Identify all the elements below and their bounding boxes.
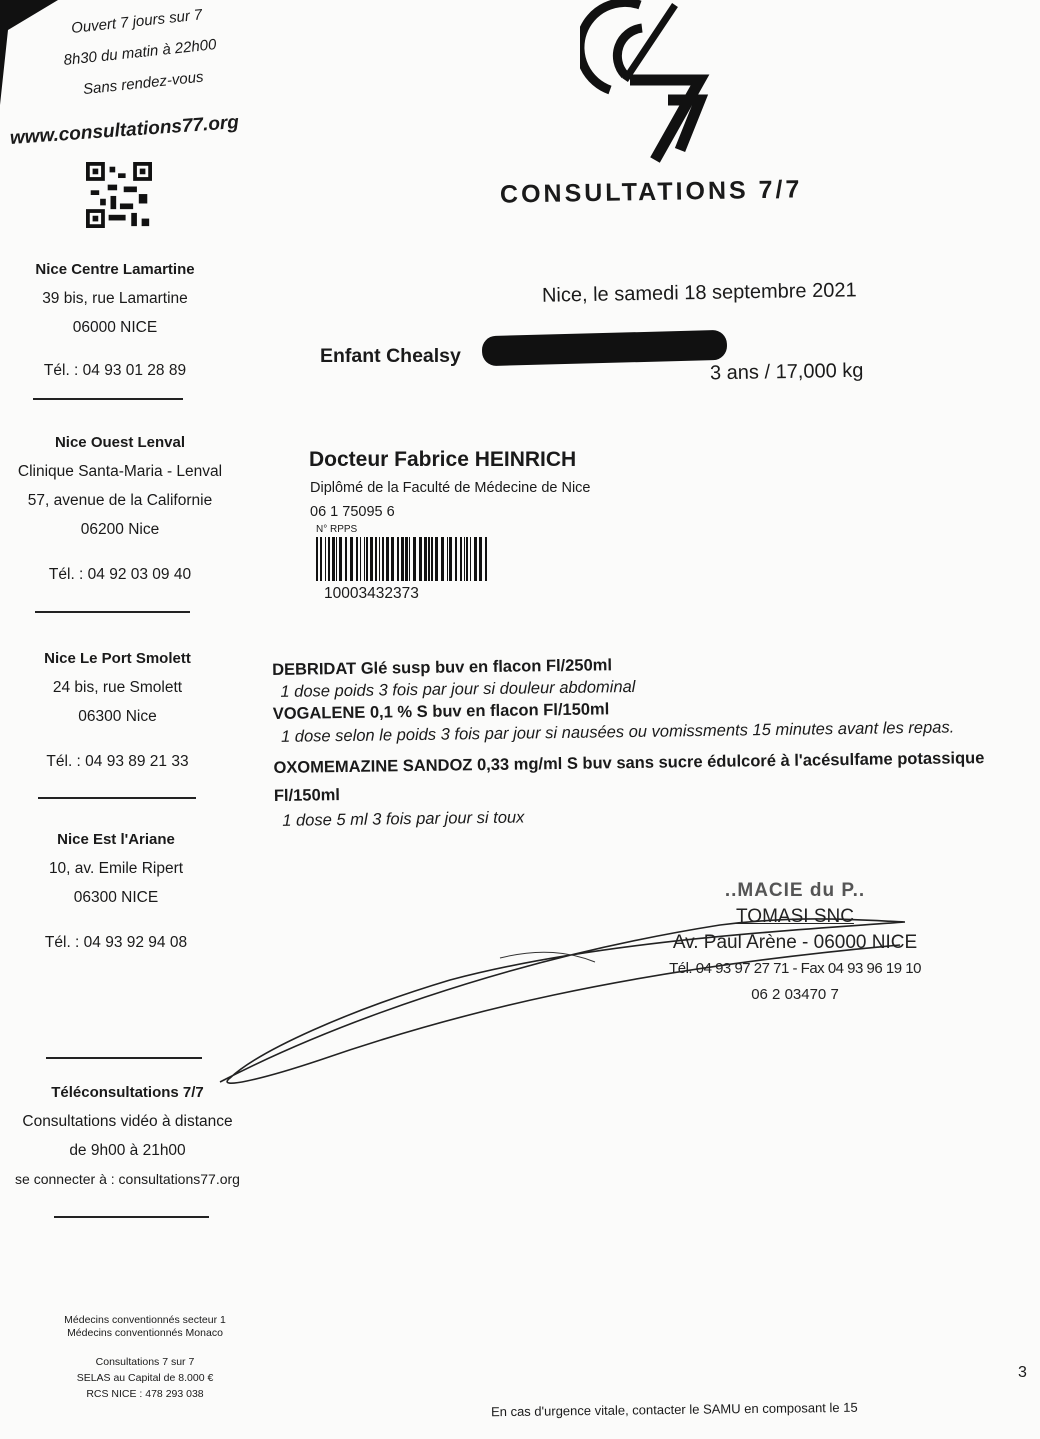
location-city: 06300 Nice <box>78 708 157 725</box>
drug-name: VOGALENE 0,1 % S buv en flacon Fl/150ml <box>272 700 610 723</box>
location-address: 57, avenue de la Californie <box>27 492 213 509</box>
location-lamartine <box>0 255 230 385</box>
location-lenval <box>0 428 240 589</box>
barcode-bar <box>455 537 457 581</box>
location-address: 39 bis, rue Lamartine <box>42 290 188 307</box>
date-line: Nice, le samedi 18 septembre 2021 <box>541 279 857 307</box>
prescription-list <box>272 649 1004 832</box>
barcode-bar <box>419 537 422 581</box>
barcode-bar <box>332 537 335 581</box>
location-name: Nice Le Port Smolett <box>44 650 191 667</box>
barcode-bar <box>336 537 337 581</box>
qr-code[interactable] <box>84 162 154 228</box>
barcode-bar <box>364 537 365 581</box>
doctor-diploma: Diplômé de la Faculté de Médecine de Nice <box>310 480 591 496</box>
divider <box>38 797 196 799</box>
barcode-bar <box>397 537 399 581</box>
barcode-bar <box>345 537 347 581</box>
doctor-signature <box>200 900 920 1100</box>
location-tel: Tél. : 04 93 01 28 89 <box>43 362 187 379</box>
footer-line: Consultations 7 sur 7 <box>95 1356 195 1368</box>
barcode-bar <box>375 537 377 581</box>
location-name: Nice Ouest Lenval <box>54 434 186 451</box>
barcode-bar <box>366 537 368 581</box>
tele-line: de 9h00 à 21h00 <box>69 1142 186 1159</box>
doctor-name: Docteur Fabrice HEINRICH <box>309 448 577 471</box>
location-address: 10, av. Emile Ripert <box>48 860 184 877</box>
divider <box>35 611 190 613</box>
hours-line: Ouvert 7 jours sur 7 <box>70 6 204 38</box>
divider <box>33 398 183 400</box>
barcode-bar <box>379 537 380 581</box>
footer-line: SELAS au Capital de 8.000 € <box>76 1372 214 1384</box>
consultations-logo <box>580 0 720 165</box>
barcode-bar <box>479 537 482 581</box>
barcode-bar <box>391 537 394 581</box>
barcode-bar <box>474 537 477 581</box>
barcode-bar <box>382 537 384 581</box>
barcode-bar <box>485 537 487 581</box>
emergency-notice: En cas d'urgence vitale, contacter le SAMU en composant le 15 <box>490 1399 858 1420</box>
rpps-number: 10003432373 <box>324 585 419 602</box>
barcode-bar <box>464 537 465 581</box>
website-link[interactable]: www.consultations77.org <box>9 112 240 149</box>
divider <box>46 1057 202 1059</box>
barcode-bar <box>320 537 322 581</box>
location-tel: Tél. : 04 93 92 94 08 <box>44 934 188 951</box>
barcode-bar <box>428 537 430 581</box>
barcode-bar <box>316 537 318 581</box>
tele-line: Consultations vidéo à distance <box>22 1113 233 1130</box>
location-city: 06000 NICE <box>72 319 158 336</box>
barcode-bar <box>401 537 404 581</box>
footer-line: RCS NICE : 478 293 038 <box>86 1388 204 1400</box>
barcode-bar <box>447 537 448 581</box>
tele-connect: se connecter à : consultations77.org <box>15 1171 240 1187</box>
location-city: 06200 Nice <box>80 521 160 538</box>
drug-name: DEBRIDAT Glé susp buv en flacon Fl/250ml <box>272 656 613 679</box>
barcode-bar <box>325 537 326 581</box>
footer-line: Médecins conventionnés Monaco <box>67 1327 223 1339</box>
barcode-bar <box>435 537 438 581</box>
barcode-bar <box>466 537 468 581</box>
patient-info: 3 ans / 17,000 kg <box>709 359 864 385</box>
barcode-bar <box>413 537 416 581</box>
location-name: Nice Centre Lamartine <box>35 261 195 278</box>
drug-dosage: 1 dose poids 3 fois par jour si douleur abdominal <box>280 677 636 701</box>
location-tel: Tél. : 04 93 89 21 33 <box>46 753 189 770</box>
location-ariane <box>0 825 232 957</box>
barcode-bar <box>328 537 330 581</box>
divider <box>54 1216 209 1218</box>
location-smolett <box>0 644 235 776</box>
redaction-bar <box>482 330 728 366</box>
barcode-bar <box>350 537 353 581</box>
barcode-bar <box>405 537 408 581</box>
drug-name: OXOMEMAZINE SANDOZ 0,33 mg/ml S buv sans sucre édulcoré à l'acésulfame potassique Fl/150ml <box>273 749 985 805</box>
brand-name: CONSULTATIONS 7/7 <box>499 175 803 209</box>
stamp-line: Av. Paul Arène - 06000 NICE <box>672 932 918 953</box>
page-number: 3 <box>1018 1364 1027 1381</box>
stamp-line: 06 2 03470 7 <box>751 986 839 1003</box>
location-name: Nice Est l'Ariane <box>57 831 175 848</box>
barcode-bar <box>424 537 427 581</box>
barcode-bar <box>409 537 410 581</box>
barcode-bar <box>431 537 433 581</box>
barcode-bar <box>386 537 389 581</box>
doctor-number: 06 1 75095 6 <box>310 504 395 520</box>
patient-name: Enfant Chealsy <box>320 345 461 367</box>
drug-dosage: 1 dose selon le poids 3 fois par jour si nausées ou vomissments 15 minutes avant les repas. <box>280 718 955 746</box>
barcode-bar <box>360 537 361 581</box>
drug-dosage: 1 dose 5 ml 3 fois par jour si toux <box>282 808 525 830</box>
barcode-bar <box>339 537 342 581</box>
barcode-bar <box>470 537 471 581</box>
rpps-barcode <box>316 537 491 583</box>
hours-line: Sans rendez-vous <box>82 68 205 99</box>
location-city: 06300 NICE <box>73 889 159 906</box>
tele-title: Téléconsultations 7/7 <box>51 1084 204 1101</box>
barcode-bar <box>441 537 444 581</box>
location-tel: Tél. : 04 92 03 09 40 <box>48 566 192 583</box>
sidebar-footer <box>30 1314 260 1402</box>
stamp-line: TOMASI SNC <box>736 906 854 927</box>
stamp-line: ..MACIE du P.. <box>724 880 866 901</box>
hours-line: 8h30 du matin à 22h00 <box>62 36 218 69</box>
stamp-line: Tél. 04 93 97 27 71 - Fax 04 93 96 19 10 <box>669 960 921 977</box>
location-address: Clinique Santa-Maria - Lenval <box>17 463 223 480</box>
rpps-label: N° RPPS <box>316 524 358 535</box>
barcode-bar <box>460 537 462 581</box>
location-address: 24 bis, rue Smolett <box>52 679 183 696</box>
barcode-bar <box>449 537 452 581</box>
barcode-bar <box>370 537 373 581</box>
footer-line: Médecins conventionnés secteur 1 <box>64 1314 226 1326</box>
barcode-bar <box>356 537 358 581</box>
